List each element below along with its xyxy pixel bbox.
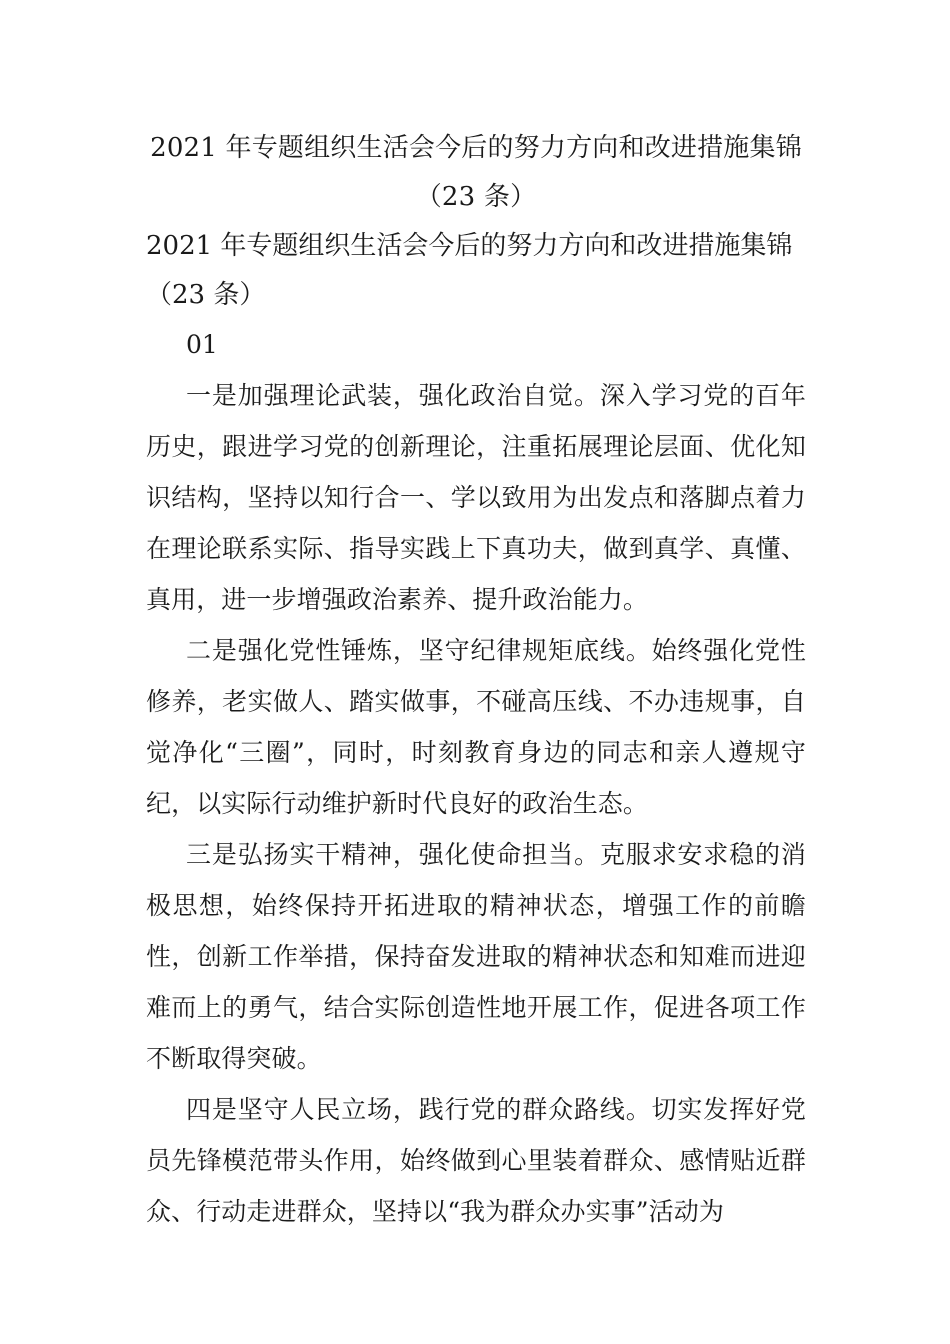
paragraph-3: 三是弘扬实干精神，强化使命担当。克服求安求稳的消极思想，始终保持开拓进取的精神状态，增强工作的前瞻性，创新工作举措，保持奋发进取的精神状态和知难而进迎难而上的勇气，结合实际创造性地开展工作，促进各项工作不断取得突破。 <box>146 840 806 1073</box>
document-subtitle: 2021 年专题组织生活会今后的努力方向和改进措施集锦（23 条） <box>146 231 793 310</box>
document-title: 2021 年专题组织生活会今后的努力方向和改进措施集锦（23 条） <box>150 133 802 212</box>
section-number: 01 <box>186 330 218 359</box>
paragraph-1: 一是加强理论武装，强化政治自觉。深入学习党的百年历史，跟进学习党的创新理论，注重拓展理论层面、优化知识结构，坚持以知行合一、学以致用为出发点和落脚点着力在理论联系实际、指导实践上下真功夫，做到真学、真懂、真用，进一步增强政治素养、提升政治能力。 <box>146 381 806 614</box>
paragraph-4: 四是坚守人民立场，践行党的群众路线。切实发挥好党员先锋模范带头作用，始终做到心里装着群众、感情贴近群众、行动走进群众，坚持以“我为群众办实事”活动为 <box>146 1095 806 1226</box>
paragraph-2: 二是强化党性锤炼，坚守纪律规矩底线。始终强化党性修养，老实做人、踏实做事，不碰高压线、不办违规事，自觉净化“三圈”，同时，时刻教育身边的同志和亲人遵规守纪，以实际行动维护新时代良好的政治生态。 <box>146 636 806 818</box>
document-content <box>146 124 806 1237</box>
